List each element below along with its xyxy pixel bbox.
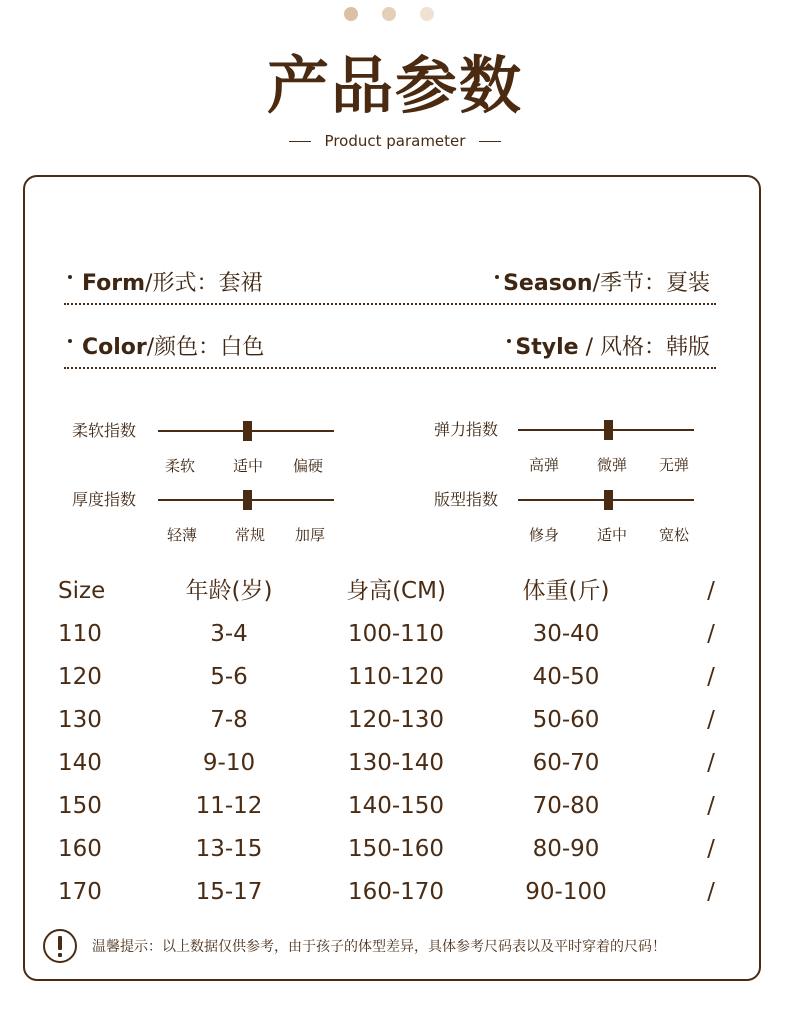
cell-weight: 60-70: [532, 750, 600, 776]
cell-age: 5-6: [210, 664, 248, 690]
cell-size: 160: [58, 836, 102, 862]
param-row-1: [64, 265, 716, 305]
thickness-scale: [72, 489, 372, 549]
fit-tick-3: 宽松: [658, 526, 689, 544]
cell-weight: 30-40: [532, 621, 600, 647]
cell-height: 120-130: [347, 707, 445, 733]
cell-age: 15-17: [195, 879, 263, 905]
thickness-scale-knob: [243, 490, 252, 510]
cell-weight: 50-60: [532, 707, 600, 733]
cell-height: 110-120: [347, 664, 445, 690]
dot-2: [382, 7, 396, 21]
page-title: 产品参数: [266, 49, 523, 122]
param-season-sep: /季节：: [592, 271, 666, 296]
param-color-en: Color: [82, 335, 147, 360]
param-row-2: [64, 329, 716, 369]
bullet-icon: [68, 339, 72, 343]
decorative-dots: [0, 7, 790, 21]
thickness-scale-label: 厚度指数: [72, 490, 137, 509]
param-style-value: 韩版: [665, 335, 710, 360]
cell-extra: /: [707, 707, 715, 733]
thickness-tick-3: 加厚: [294, 526, 325, 544]
cell-extra: /: [707, 750, 715, 776]
cell-size: 120: [58, 664, 102, 690]
cell-extra: /: [707, 621, 715, 647]
param-form-value: 套裙: [218, 271, 263, 296]
cell-extra: /: [707, 879, 715, 905]
table-row: [56, 613, 736, 656]
cell-age: 7-8: [210, 707, 248, 733]
cell-weight: 90-100: [525, 879, 607, 905]
cell-age: 9-10: [202, 750, 256, 776]
cell-height: 160-170: [347, 879, 445, 905]
elasticity-scale-label: 弹力指数: [434, 420, 499, 439]
elasticity-tick-1: 高弹: [528, 456, 559, 474]
param-style-sep: / 风格：: [578, 335, 666, 360]
fit-scale: [434, 489, 734, 549]
header-weight: 体重(斤): [522, 578, 610, 604]
size-table-header: [56, 570, 736, 613]
header-age: 年龄(岁): [185, 578, 273, 604]
param-form: [68, 269, 262, 299]
cell-weight: 40-50: [532, 664, 600, 690]
elasticity-scale-knob: [604, 420, 613, 440]
bullet-icon: [68, 275, 72, 279]
fit-tick-1: 修身: [528, 526, 559, 544]
cell-weight: 80-90: [532, 836, 600, 862]
elasticity-tick-3: 无弹: [658, 456, 689, 474]
cell-height: 100-110: [347, 621, 445, 647]
dot-3: [420, 7, 434, 21]
cell-extra: /: [707, 664, 715, 690]
cell-size: 110: [58, 621, 102, 647]
cell-size: 170: [58, 879, 102, 905]
thickness-tick-2: 常规: [234, 526, 265, 544]
tip-text: 温馨提示：以上数据仅供参考，由于孩子的体型差异，具体参考尺码表以及平时穿着的尺码！: [92, 939, 666, 955]
fit-scale-knob: [604, 490, 613, 510]
softness-scale: [72, 420, 372, 480]
cell-height: 130-140: [347, 750, 445, 776]
cell-size: 140: [58, 750, 102, 776]
cell-height: 140-150: [347, 793, 445, 819]
param-form-sep: /形式：: [145, 271, 219, 296]
bullet-icon: [495, 275, 499, 279]
header-height: 身高(CM): [346, 578, 446, 604]
cell-age: 3-4: [210, 621, 248, 647]
table-row: [56, 785, 736, 828]
page-subtitle: [0, 130, 790, 152]
param-color-value: 白色: [220, 335, 265, 360]
param-style-en: Style: [515, 335, 579, 360]
table-row: [56, 742, 736, 785]
cell-extra: /: [707, 836, 715, 862]
softness-scale-knob: [243, 421, 252, 441]
param-color-sep: /颜色：: [146, 335, 221, 360]
header-extra: /: [707, 578, 715, 604]
subtitle-dash-left: [289, 141, 311, 142]
param-season-en: Season: [503, 271, 593, 296]
param-season: [495, 269, 710, 299]
size-tip: [42, 928, 742, 968]
table-row: [56, 828, 736, 871]
param-style: [507, 333, 710, 363]
cell-extra: /: [707, 793, 715, 819]
softness-tick-2: 适中: [232, 457, 263, 475]
header-size: Size: [58, 578, 106, 604]
exclamation-circle-icon: [42, 928, 78, 964]
fit-scale-label: 版型指数: [434, 490, 499, 509]
cell-age: 13-15: [195, 836, 263, 862]
table-row: [56, 871, 736, 914]
elasticity-scale: [434, 419, 734, 479]
table-row: [56, 656, 736, 699]
thickness-tick-1: 轻薄: [166, 526, 197, 544]
cell-height: 150-160: [347, 836, 445, 862]
softness-scale-label: 柔软指数: [72, 421, 137, 440]
param-season-value: 夏装: [665, 271, 710, 296]
cell-age: 11-12: [195, 793, 263, 819]
elasticity-tick-2: 微弹: [596, 456, 627, 474]
softness-tick-3: 偏硬: [292, 457, 323, 475]
table-row: [56, 699, 736, 742]
fit-tick-2: 适中: [596, 526, 627, 544]
softness-tick-1: 柔软: [164, 457, 195, 475]
dot-1: [344, 7, 358, 21]
subtitle-text: Product parameter: [324, 132, 466, 150]
bullet-icon: [507, 339, 511, 343]
cell-size: 130: [58, 707, 102, 733]
param-form-en: Form: [82, 271, 146, 296]
param-color: [68, 333, 264, 363]
subtitle-dash-right: [479, 141, 501, 142]
cell-weight: 70-80: [532, 793, 600, 819]
cell-size: 150: [58, 793, 102, 819]
